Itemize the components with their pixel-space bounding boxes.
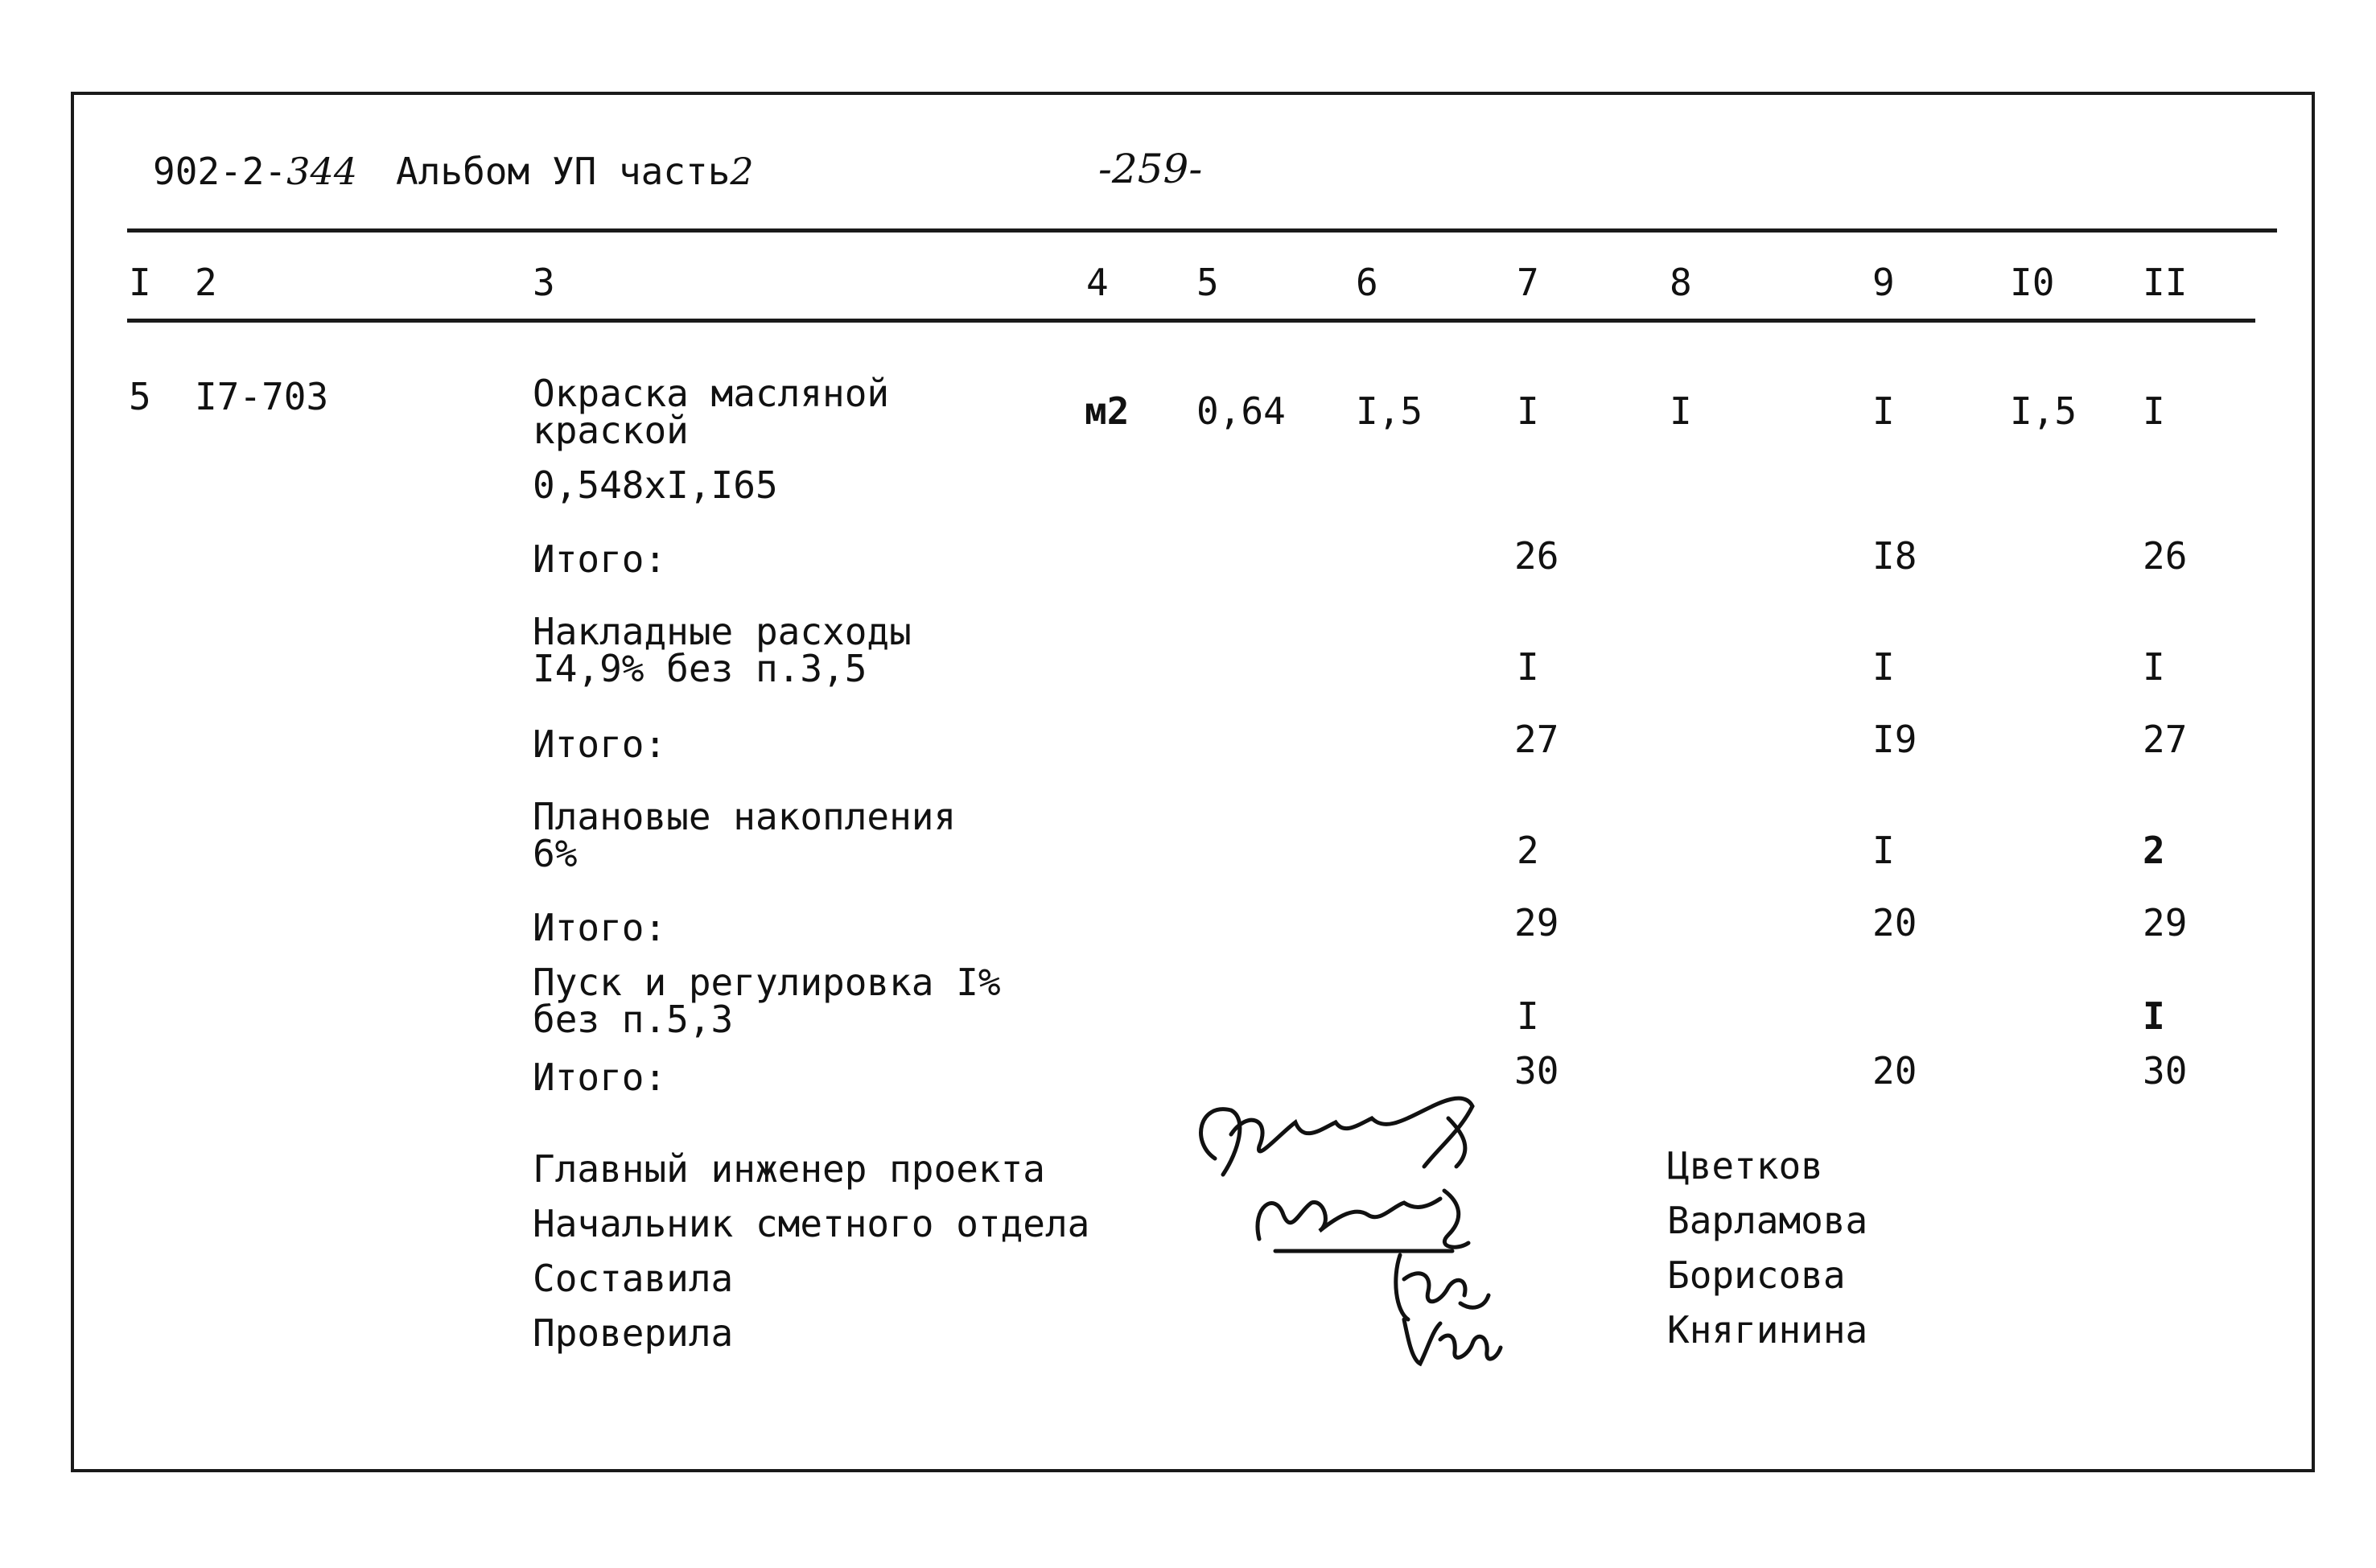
column-header-8: 8 [1670, 261, 1692, 304]
summary-label-overhead-line2: I4,9% без п.3,5 [533, 647, 867, 690]
summary-label-total-4: Итого: [533, 1056, 667, 1099]
signatory-name-1: Цветков [1667, 1144, 1823, 1187]
column-header-2: 2 [195, 261, 217, 304]
summary-col11-5: 29 [2143, 901, 2188, 945]
summary-col11-6: I [2143, 994, 2165, 1038]
summary-col9-1: I8 [1872, 534, 1917, 578]
column-header-4: 4 [1086, 261, 1109, 304]
signature-checked [1392, 1307, 1505, 1372]
summary-label-total-1: Итого: [533, 537, 667, 581]
summary-label-startup-line2: без п.5,3 [533, 998, 734, 1041]
column-header-10: I0 [2010, 261, 2055, 304]
summary-col7-5: 29 [1514, 901, 1559, 945]
header-code-handwritten: 344 [286, 150, 357, 193]
row-description-line3: 0,548xI,I65 [533, 463, 778, 507]
signatory-role-4: Проверила [533, 1311, 734, 1355]
row-col11: I [2143, 389, 2165, 433]
summary-col11-7: 30 [2143, 1049, 2188, 1093]
page-frame [71, 92, 2315, 1472]
summary-label-total-3: Итого: [533, 906, 667, 949]
row-description-line2: краской [533, 409, 689, 452]
header-part-handwritten: 2 [730, 150, 754, 193]
summary-col11-1: 26 [2143, 534, 2188, 578]
summary-col9-3: I9 [1872, 718, 1917, 761]
summary-label-startup-line1: Пуск и регулировка I% [533, 961, 1001, 1004]
summary-col7-4: 2 [1517, 829, 1539, 872]
summary-label-overhead-line1: Накладные расходы [533, 610, 912, 653]
row-number: 5 [129, 375, 151, 418]
header-album-text: Альбом УП часть [396, 150, 731, 193]
summary-label-planned-line1: Плановые накопления [533, 795, 957, 838]
row-col9: I [1872, 389, 1895, 433]
header-rule-top [127, 228, 2277, 233]
summary-col7-2: I [1517, 645, 1539, 689]
summary-col7-6: I [1517, 994, 1539, 1038]
column-header-9: 9 [1872, 261, 1895, 304]
row-code: I7-703 [195, 375, 329, 418]
signatory-name-4: Княгинина [1667, 1308, 1868, 1352]
row-quantity: 0,64 [1196, 389, 1286, 433]
header-rule-bottom [127, 319, 2255, 323]
column-header-3: 3 [533, 261, 555, 304]
signatory-role-2: Начальник сметного отдела [533, 1202, 1090, 1245]
summary-label-planned-line2: 6% [533, 832, 578, 875]
signatory-role-3: Составила [533, 1257, 734, 1300]
summary-col7-7: 30 [1514, 1049, 1559, 1093]
header-code-printed: 902-2- [153, 150, 287, 193]
summary-col9-2: I [1872, 645, 1895, 689]
column-header-5: 5 [1196, 261, 1219, 304]
summary-col11-2: I [2143, 645, 2165, 689]
row-col10: I,5 [2010, 389, 2077, 433]
column-header-7: 7 [1517, 261, 1539, 304]
summary-col9-4: I [1872, 829, 1895, 872]
row-col6: I,5 [1356, 389, 1423, 433]
summary-label-total-2: Итого: [533, 722, 667, 766]
signatory-name-2: Варламова [1667, 1199, 1868, 1242]
header-album [396, 150, 754, 193]
row-col8: I [1670, 389, 1692, 433]
summary-col9-7: 20 [1872, 1049, 1917, 1093]
row-col7: I [1517, 389, 1539, 433]
column-header-6: 6 [1356, 261, 1378, 304]
summary-col11-4: 2 [2143, 829, 2165, 872]
column-header-1: I [129, 261, 151, 304]
column-header-11: II [2143, 261, 2188, 304]
row-description-line1: Окраска масляной [533, 372, 890, 415]
page-number: -259- [1098, 146, 1203, 192]
row-unit: м2 [1085, 389, 1130, 433]
summary-col11-3: 27 [2143, 718, 2188, 761]
signatory-role-1: Главный инженер проекта [533, 1147, 1045, 1191]
summary-col7-1: 26 [1514, 534, 1559, 578]
summary-col7-3: 27 [1514, 718, 1559, 761]
signatory-name-3: Борисова [1667, 1253, 1846, 1297]
summary-col9-5: 20 [1872, 901, 1917, 945]
header-code [153, 150, 357, 193]
